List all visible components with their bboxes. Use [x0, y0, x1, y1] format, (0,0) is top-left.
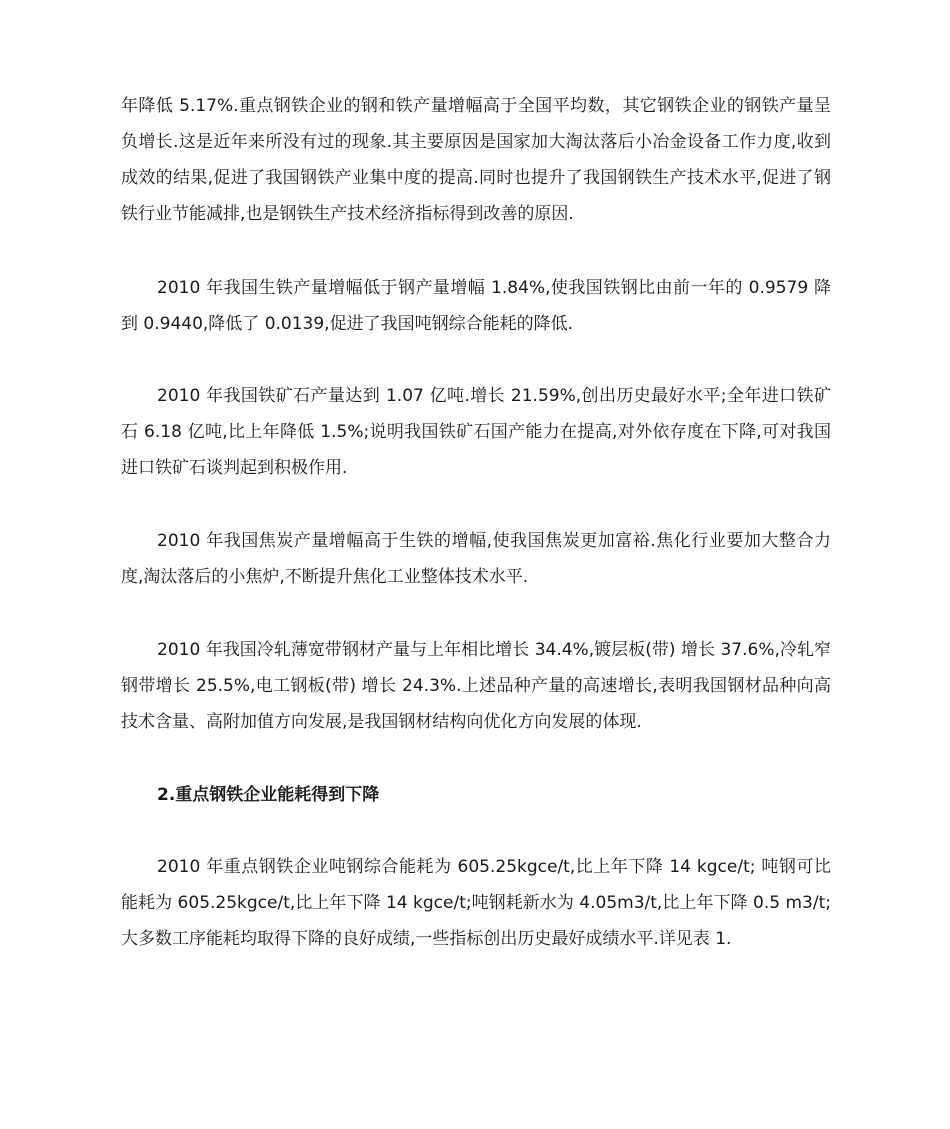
section-heading-energy-consumption: 2.重点钢铁企业能耗得到下降 [157, 785, 380, 805]
paragraph-iron-ore-output: 2010 年我国铁矿石产量达到 1.07 亿吨.增长 21.59%,创出历史最好水平;全年进口铁矿石 6.18 亿吨,比上年降低 1.5%;说明我国铁矿石国产能力在提高,对外依存度在下降,可对我国进口铁矿石谈判起到积极作用. [121, 386, 831, 478]
paragraph-steel-output-analysis: 年降低 5.17%.重点钢铁企业的钢和铁产量增幅高于全国平均数，其它钢铁企业的钢铁产量呈负增长.这是近年来所没有过的现象.其主要原因是国家加大淘汰落后小冶金设备工作力度,收到成效的结果,促进了我国钢铁产业集中度的提高.同时也提升了我国钢铁生产技术水平,促进了钢铁行业节能减排,也是钢铁生产技术经济指标得到改善的原因. [121, 96, 831, 224]
paragraph-coke-output: 2010 年我国焦炭产量增幅高于生铁的增幅,使我国焦炭更加富裕.焦化行业要加大整合力度,淘汰落后的小焦炉,不断提升焦化工业整体技术水平. [121, 531, 831, 587]
paragraph-energy-consumption-figures: 2010 年重点钢铁企业吨钢综合能耗为 605.25kgce/t,比上年下降 14 kgce/t; 吨钢可比能耗为 605.25kgce/t,比上年下降 14 kgce/t;吨钢耗新水为 4.05m3/t,比上年下降 0.5 m3/t;大多数工序能耗均取得下降的良好成绩,一些指标创出历史最好成绩水平.详见表 1. [121, 857, 831, 949]
paragraph-steel-product-growth: 2010 年我国冷轧薄宽带钢材产量与上年相比增长 34.4%,镀层板(带) 增长 37.6%,冷轧窄钢带增长 25.5%,电工钢板(带) 增长 24.3%.上述品种产量的高速增长,表明我国钢材品种向高技术含量、高附加值方向发展,是我国钢材结构向优化方向发展的体现. [121, 640, 831, 732]
paragraph-iron-steel-ratio: 2010 年我国生铁产量增幅低于钢产量增幅 1.84%,使我国铁钢比由前一年的 0.9579 降到 0.9440,降低了 0.0139,促进了我国吨钢综合能耗的降低. [121, 278, 831, 334]
